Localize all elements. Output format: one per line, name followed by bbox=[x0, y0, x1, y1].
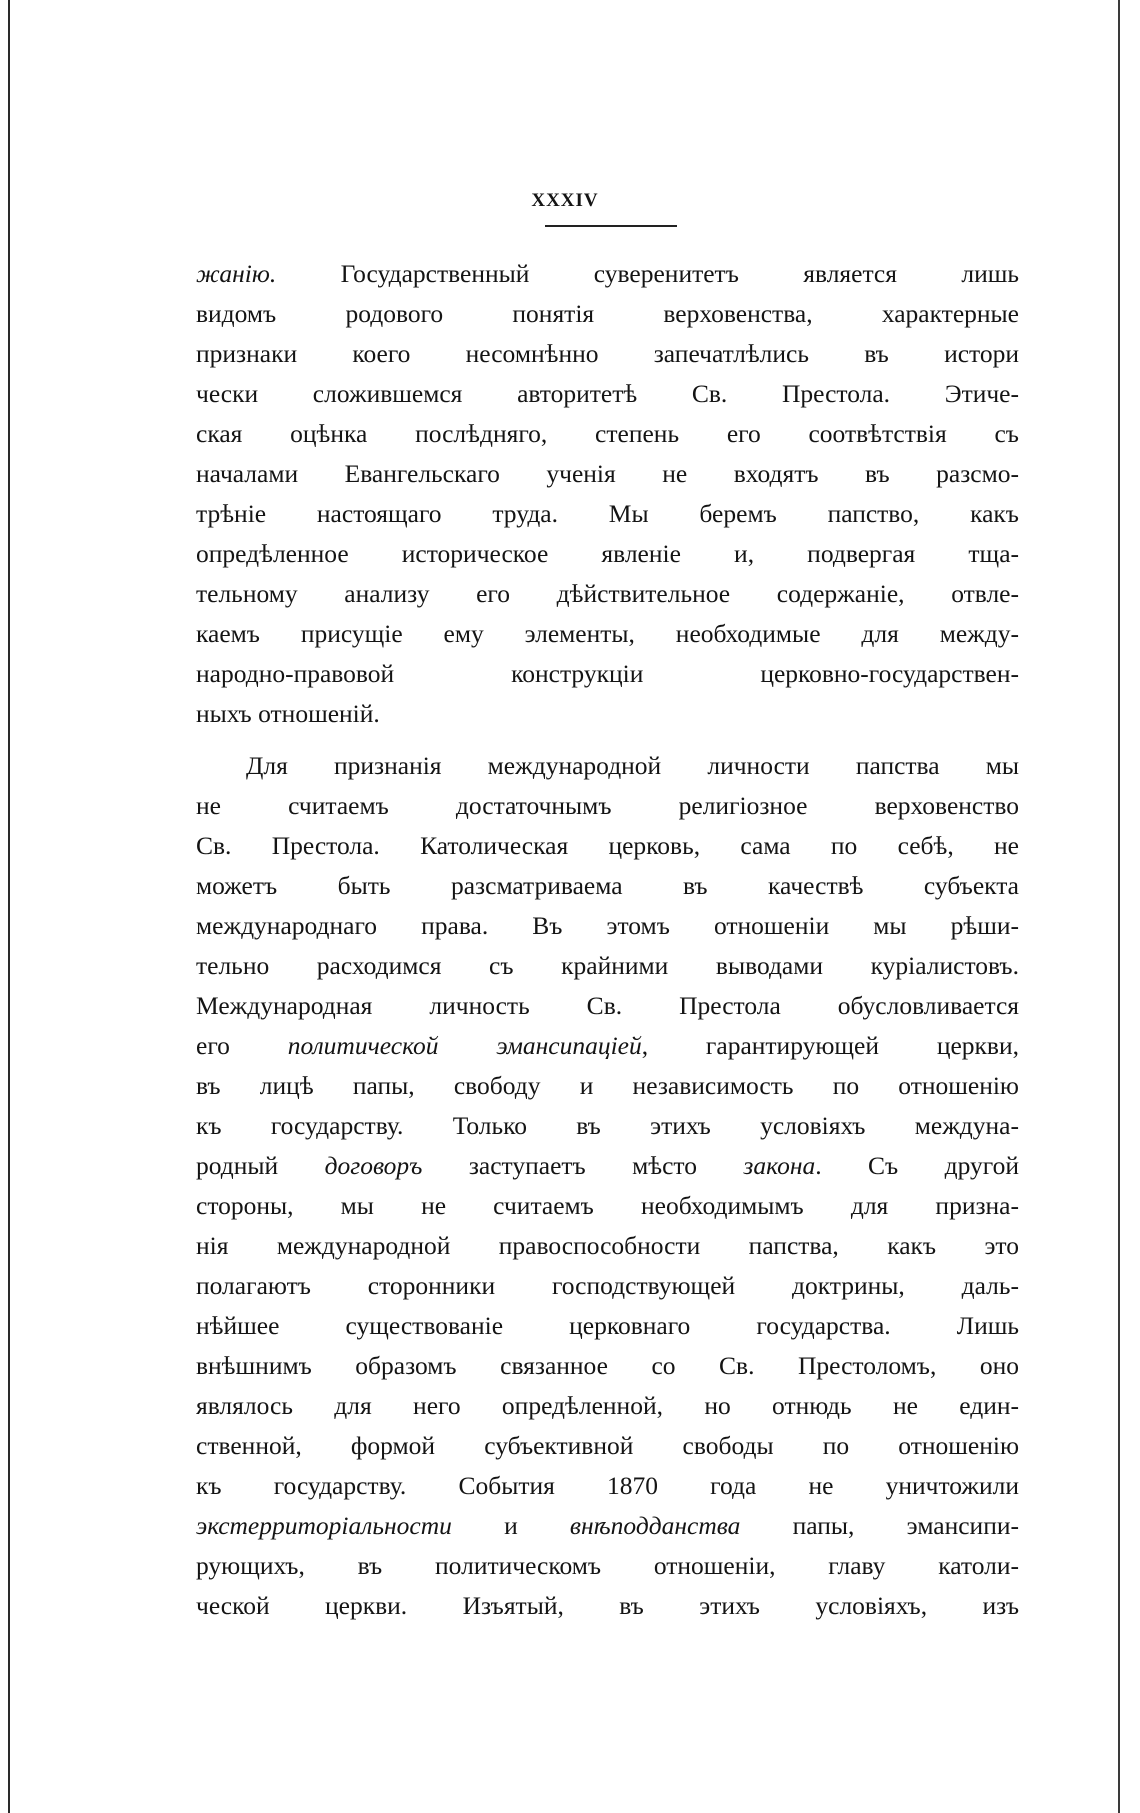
text-run: тельно расходимся съ крайними выводами куріалистовъ. bbox=[196, 951, 1019, 980]
paragraph-gap bbox=[196, 734, 1019, 746]
italic-term: закона bbox=[743, 1151, 816, 1180]
italic-term: договоръ bbox=[324, 1151, 423, 1180]
text-run: можетъ быть разсматриваема въ качествѣ субъекта bbox=[196, 871, 1019, 900]
text-run: Для признанія международной личности папства мы bbox=[246, 751, 1019, 780]
text-run: опредѣленное историческое явленіе и, подвергая тща- bbox=[196, 539, 1019, 568]
text-line bbox=[196, 1146, 1019, 1186]
text-run: и bbox=[451, 1511, 570, 1540]
text-line bbox=[196, 1106, 1019, 1146]
text-run: въ лицѣ папы, свободу и независимость по отношенію bbox=[196, 1071, 1019, 1100]
page-right-edge bbox=[1118, 0, 1120, 1813]
text-line bbox=[196, 1266, 1019, 1306]
text-line bbox=[196, 1586, 1019, 1626]
text-run: Государственный суверенитетъ является лишь bbox=[276, 259, 1019, 288]
text-run: народно-правовой конструкціи церковно-государствен- bbox=[196, 659, 1019, 688]
text-run: . Съ другой bbox=[815, 1151, 1019, 1180]
page-left-edge bbox=[8, 0, 10, 1813]
text-run: родный bbox=[196, 1151, 325, 1180]
text-run: ческой церкви. Изъятый, въ этихъ условіяхъ, изъ bbox=[196, 1591, 1019, 1620]
text-line bbox=[196, 334, 1019, 374]
text-line bbox=[196, 786, 1019, 826]
text-line bbox=[196, 826, 1019, 866]
text-run: Международная личность Св. Престола обусловливается bbox=[196, 991, 1019, 1020]
text-line bbox=[196, 694, 1019, 734]
text-run: являлось для него опредѣленной, но отнюдь не един- bbox=[196, 1391, 1019, 1420]
paragraph bbox=[196, 254, 1019, 734]
text-line bbox=[196, 866, 1019, 906]
paragraph bbox=[196, 746, 1019, 1626]
text-line bbox=[196, 946, 1019, 986]
text-line bbox=[196, 1426, 1019, 1466]
text-run: заступаетъ мѣсто bbox=[422, 1151, 744, 1180]
text-run: папы, эмансипи- bbox=[740, 1511, 1019, 1540]
text-run: полагаютъ сторонники господствующей доктрины, даль- bbox=[196, 1271, 1019, 1300]
text-line bbox=[196, 1346, 1019, 1386]
text-line bbox=[196, 294, 1019, 334]
text-run: , гарантирующей церкви, bbox=[641, 1031, 1019, 1060]
italic-term: внѣподданства bbox=[569, 1511, 741, 1540]
text-line bbox=[196, 1186, 1019, 1226]
text-run: международнаго права. Въ этомъ отношеніи мы рѣши- bbox=[196, 911, 1019, 940]
text-run: къ государству. Только въ этихъ условіяхъ междуна- bbox=[196, 1111, 1019, 1140]
text-line bbox=[196, 1026, 1019, 1066]
text-line bbox=[196, 654, 1019, 694]
text-line bbox=[196, 1506, 1019, 1546]
text-line bbox=[196, 254, 1019, 294]
text-line bbox=[196, 534, 1019, 574]
text-run: нія международной правоспособности папства, какъ это bbox=[196, 1231, 1019, 1260]
text-run: тельному анализу его дѣйствительное содержаніе, отвле- bbox=[196, 579, 1019, 608]
text-run: къ государству. События 1870 года не уничтожили bbox=[196, 1471, 1019, 1500]
text-line bbox=[196, 574, 1019, 614]
text-run: признаки коего несомнѣнно запечатлѣлись въ истори bbox=[196, 339, 1019, 368]
text-line bbox=[196, 414, 1019, 454]
page-number: XXXIV bbox=[531, 190, 599, 211]
text-line bbox=[196, 1306, 1019, 1346]
italic-term: экстерриторіальности bbox=[196, 1511, 452, 1540]
text-run: ныхъ отношеній. bbox=[196, 699, 380, 728]
text-run: Св. Престола. Католическая церковь, сама по себѣ, не bbox=[196, 831, 1019, 860]
text-line bbox=[196, 1066, 1019, 1106]
text-run: внѣшнимъ образомъ связанное со Св. Престоломъ, оно bbox=[196, 1351, 1019, 1380]
text-line bbox=[196, 494, 1019, 534]
text-run: трѣніе настоящаго труда. Мы беремъ папство, какъ bbox=[196, 499, 1019, 528]
body-text bbox=[196, 254, 1019, 1626]
text-run: ская оцѣнка послѣдняго, степень его соотвѣтствія съ bbox=[196, 419, 1019, 448]
text-run: ственной, формой субъективной свободы по отношенію bbox=[196, 1431, 1019, 1460]
text-line bbox=[196, 906, 1019, 946]
text-run: не считаемъ достаточнымъ религіозное верховенство bbox=[196, 791, 1019, 820]
text-line bbox=[196, 614, 1019, 654]
text-line bbox=[196, 374, 1019, 414]
text-line bbox=[196, 986, 1019, 1026]
text-run: его bbox=[196, 1031, 288, 1060]
text-line bbox=[196, 1226, 1019, 1266]
text-run: видомъ родового понятія верховенства, характерные bbox=[196, 299, 1019, 328]
text-line bbox=[196, 1546, 1019, 1586]
text-run: началами Евангельскаго ученія не входятъ въ разсмо- bbox=[196, 459, 1019, 488]
italic-term: жанію. bbox=[196, 259, 277, 288]
text-run: каемъ присущіе ему элементы, необходимые для между- bbox=[196, 619, 1019, 648]
text-run: стороны, мы не считаемъ необходимымъ для призна- bbox=[196, 1191, 1019, 1220]
text-line bbox=[196, 1466, 1019, 1506]
text-line bbox=[196, 746, 1019, 786]
italic-term: политической эмансипаціей bbox=[287, 1031, 642, 1060]
text-run: рующихъ, въ политическомъ отношеніи, главу католи- bbox=[196, 1551, 1019, 1580]
text-line bbox=[196, 454, 1019, 494]
text-run: нѣйшее существованіе церковнаго государства. Лишь bbox=[196, 1311, 1019, 1340]
text-run: чески сложившемся авторитетѣ Св. Престола. Этиче- bbox=[196, 379, 1019, 408]
page-number-rule bbox=[545, 225, 677, 227]
text-line bbox=[196, 1386, 1019, 1426]
